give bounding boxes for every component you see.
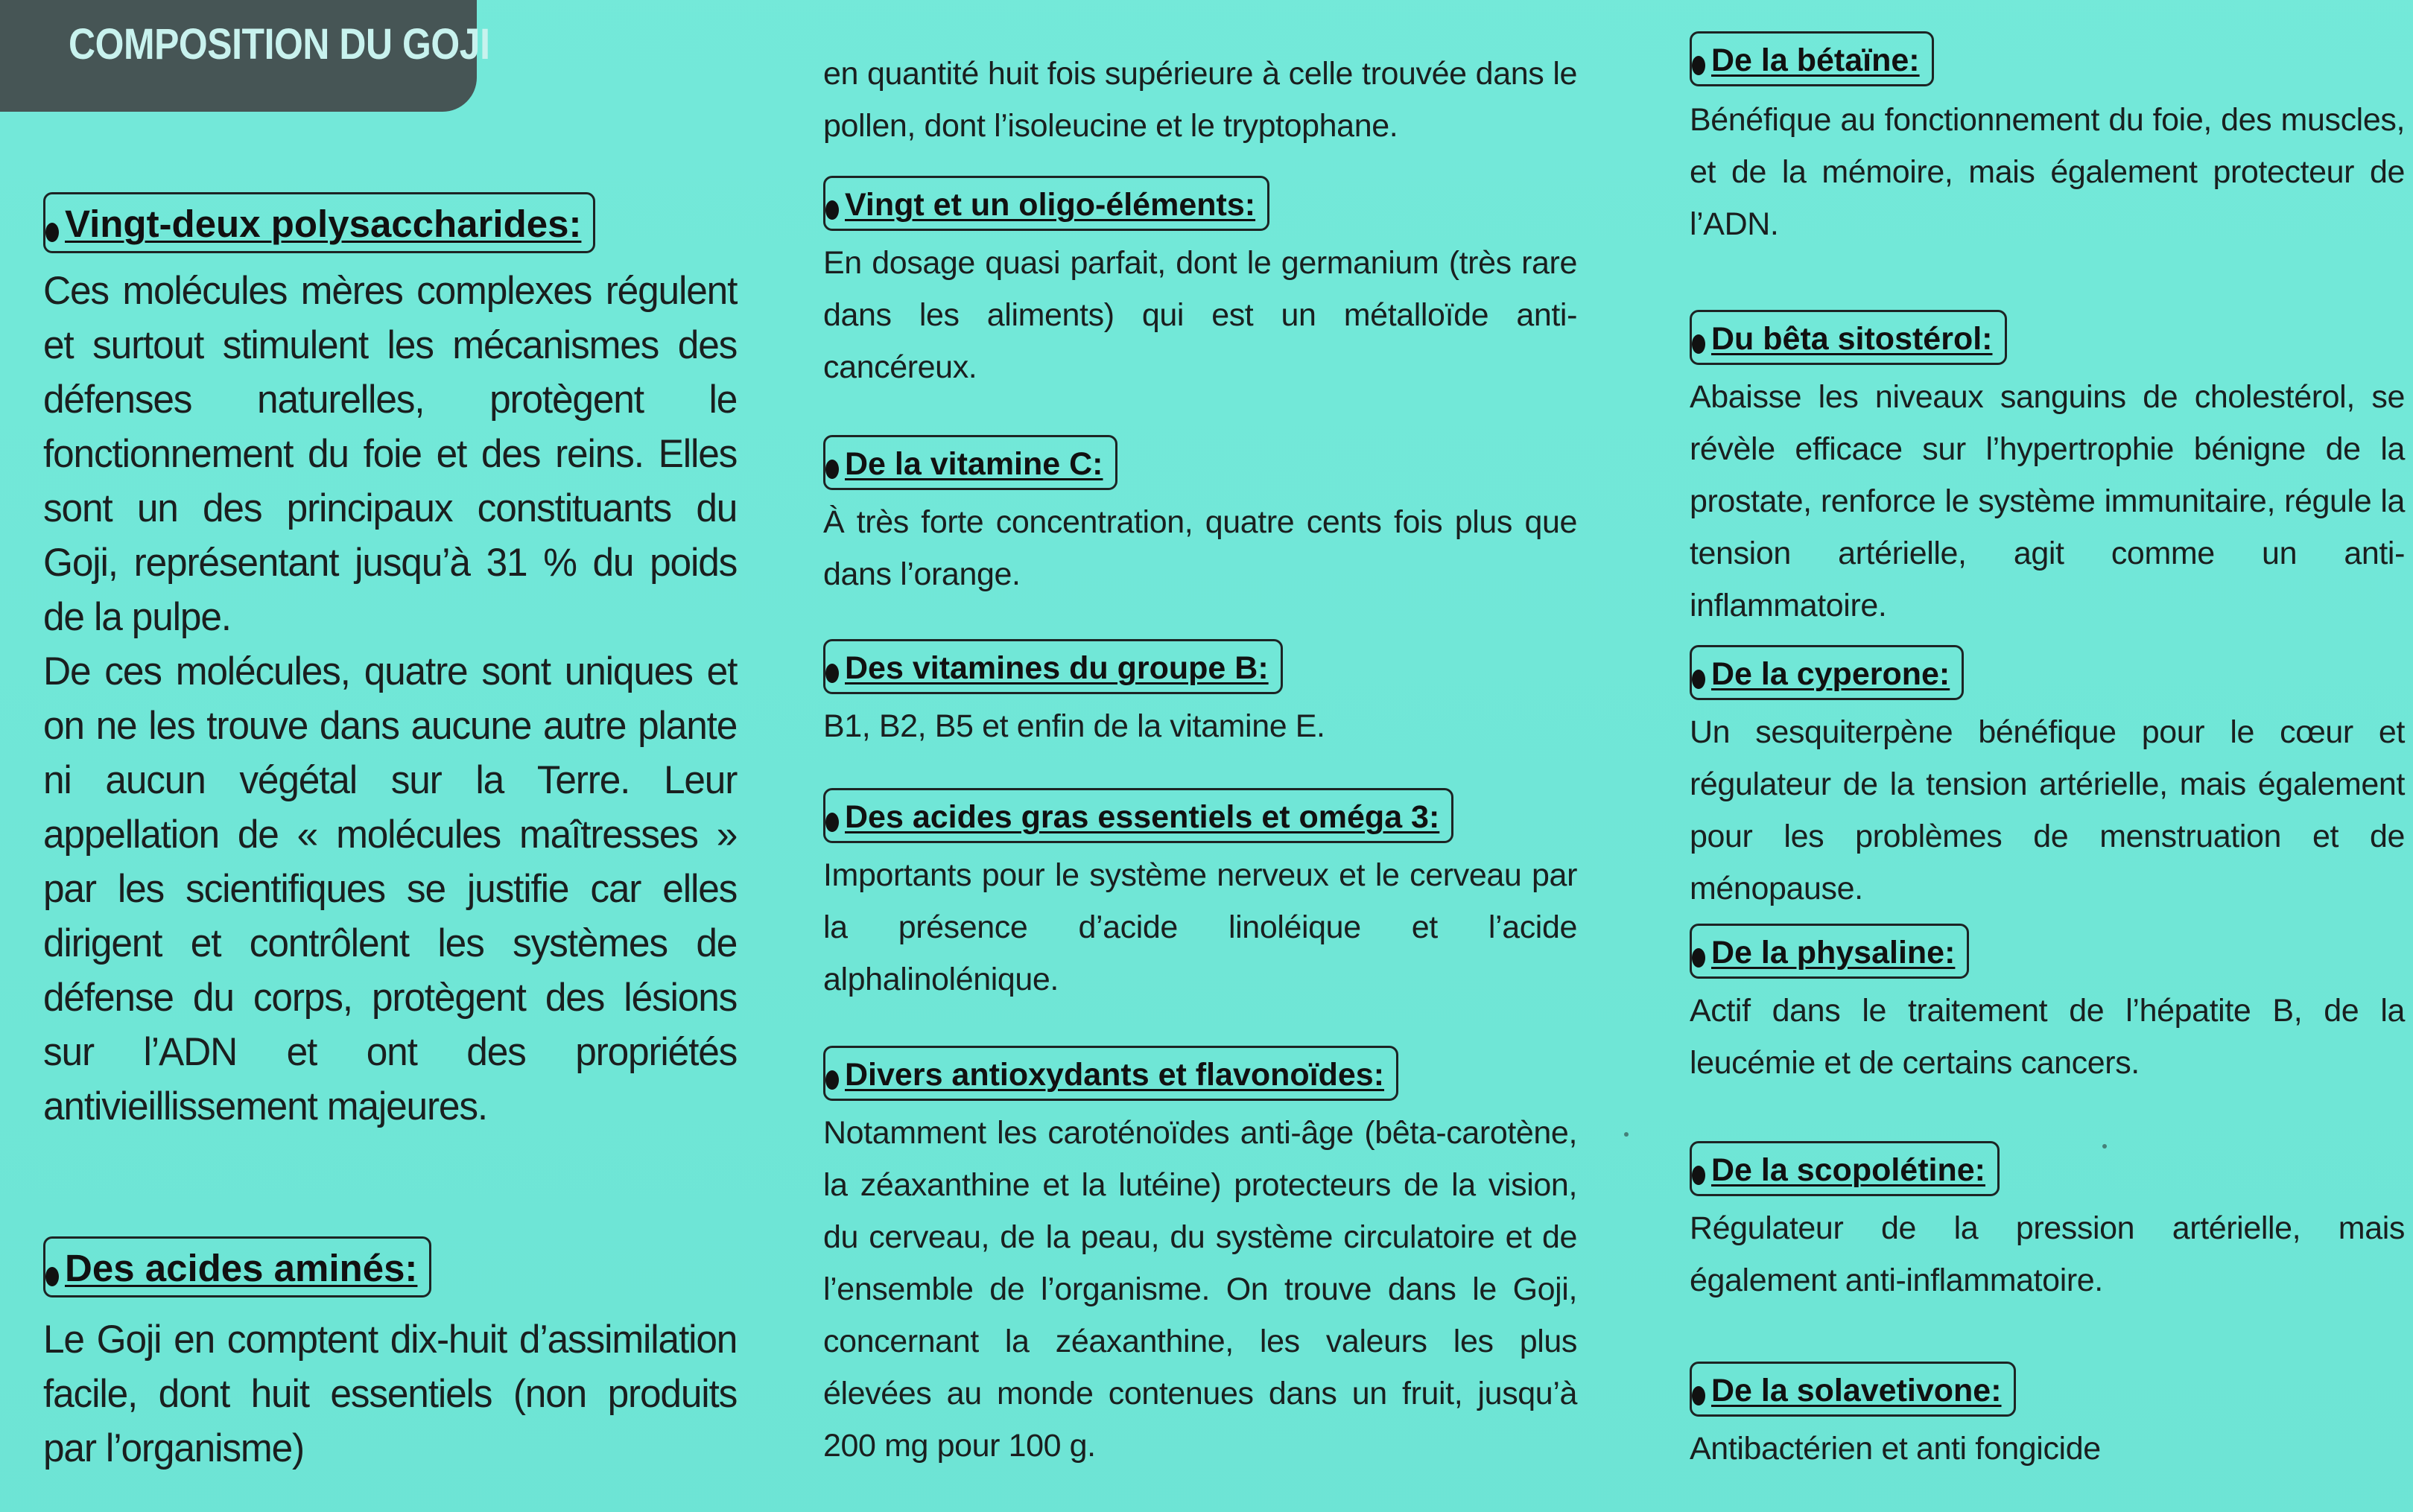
section-body: Régulateur de la pression artérielle, mais également anti-inflammatoire. [1690,1210,2405,1298]
heading-box [43,1236,431,1297]
heading-text: Des acides aminés: [65,1247,418,1289]
heading-box [823,1046,1398,1101]
section-body: Abaisse les niveaux sanguins de cholestérol, se révèle efficace sur l’hypertrophie bénigne de la prostate, renforce le système immunitaire, régule la tension artérielle, agit comme un anti-inflammatoire. [1690,379,2405,623]
section-solavetivone [1690,1362,2405,1475]
section-polysaccharides [43,192,758,1134]
section-body: En dosage quasi parfait, dont le germanium (très rare dans les aliments) qui est un métalloïde anti-cancéreux. [823,245,1577,385]
page-title: COMPOSITION DU GOJI [69,20,490,69]
heading-text: Des acides gras essentiels et oméga 3: [845,799,1440,835]
section-scopoletine [1690,1141,2405,1306]
heading-box [1690,31,1934,86]
continuation-text: en quantité huit fois supérieure à celle trouvée dans le pollen, dont l’isoleucine et le tryptophane. [823,56,1577,144]
bullet-icon [1692,334,1705,354]
section-antioxydants [823,1046,1577,1472]
title-bar [0,0,490,112]
heading-text: De la solavetivone: [1711,1373,2002,1408]
section-heading [43,1236,431,1297]
heading-box [823,435,1117,490]
section-cyperone [1690,645,2405,915]
bullet-icon [825,1070,839,1090]
heading-box [1690,1362,2016,1417]
section-body: Notamment les caroténoïdes anti-âge (bêta-carotène, la zéaxanthine et la lutéine) protecteurs de la vision, du cerveau, de la peau, du système circulatoire et de l’ensemble de l’organisme. On trouve dans le Goji, concernant la zéaxanthine, les valeurs les plus élevées au monde contenues dans un fruit, jusqu’à 200 mg pour 100 g. [823,1115,1577,1464]
section-physaline [1690,924,2405,1089]
heading-text: De la bétaïne: [1711,42,1920,78]
section-body: Actif dans le traitement de l’hépatite B, de la leucémie et de certains cancers. [1690,993,2405,1081]
heading-text: Des vitamines du groupe B: [845,650,1269,686]
heading-box [1690,645,1964,700]
section-vitamines-b [823,639,1577,752]
bullet-icon [45,223,59,242]
section-betaine [1690,31,2405,250]
bullet-icon [1692,948,1705,968]
bullet-icon [825,664,839,683]
section-vitamine-c [823,435,1577,600]
section-body: Le Goji en comptent dix-huit d’assimilation facile, dont huit essentiels (non produits par l’organisme) [43,1318,738,1470]
heading-text: De la scopolétine: [1711,1152,1985,1188]
heading-text: De la vitamine C: [845,446,1103,482]
bullet-icon [825,200,839,220]
heading-box [823,639,1283,694]
continuation-paragraph [823,48,1577,152]
print-speck [2102,1144,2107,1149]
heading-box [43,192,595,253]
heading-box [823,176,1269,231]
bullet-icon [1692,1386,1705,1405]
heading-text: Vingt et un oligo-éléments: [845,187,1256,223]
section-oligo-elements [823,176,1577,393]
bullet-icon [1692,670,1705,689]
section-beta-sitosterol [1690,310,2405,632]
section-body: À très forte concentration, quatre cents fois plus que dans l’orange. [823,504,1577,592]
heading-text: De la cyperone: [1711,656,1950,692]
heading-text: Vingt-deux polysaccharides: [65,203,582,245]
section-acides-amines [43,1236,758,1476]
heading-box [1690,310,2007,365]
section-acides-gras [823,788,1577,1006]
heading-box [1690,924,1969,979]
print-speck [1624,1132,1629,1137]
section-body: Un sesquiterpène bénéfique pour le cœur et régulateur de la tension artérielle, mais également pour les problèmes de menstruation et de ménopause. [1690,714,2405,906]
bullet-icon [1692,56,1705,75]
bullet-icon [45,1267,59,1286]
bullet-icon [825,813,839,832]
section-body: Importants pour le système nerveux et le cerveau par la présence d’acide linoléique et l’acide alphalinolénique. [823,857,1577,997]
bullet-icon [1692,1166,1705,1185]
section-body: Bénéfique au fonctionnement du foie, des muscles, et de la mémoire, mais également protecteur de l’ADN. [1690,102,2405,242]
section-heading [43,192,595,253]
heading-text: De la physaline: [1711,935,1956,971]
heading-box [1690,1141,2000,1196]
heading-text: Divers antioxydants et flavonoïdes: [845,1057,1385,1093]
section-body: Ces molécules mères complexes régulent et surtout stimulent les mécanismes des défenses naturelles, protègent le fonctionnement du foie et des reins. Elles sont un des principaux constituants du Goji, représentant jusqu’à 31 % du poids de la pulpe. De ces molécules, quatre sont uniques et on ne les trouve dans aucune autre plante ni aucun végétal sur la Terre. Leur appellation de « molécules maîtresses » par les scientifiques se justifie car elles dirigent et contrôlent les systèmes de défense du corps, protègent des lésions sur l’ADN et ont des propriétés antivieillissement majeures. [43,269,738,1128]
bullet-icon [825,460,839,479]
section-body: Antibactérien et anti fongicide [1690,1431,2101,1467]
heading-box [823,788,1453,843]
heading-text: Du bêta sitostérol: [1711,321,1993,357]
section-body: B1, B2, B5 et enfin de la vitamine E. [823,708,1325,744]
